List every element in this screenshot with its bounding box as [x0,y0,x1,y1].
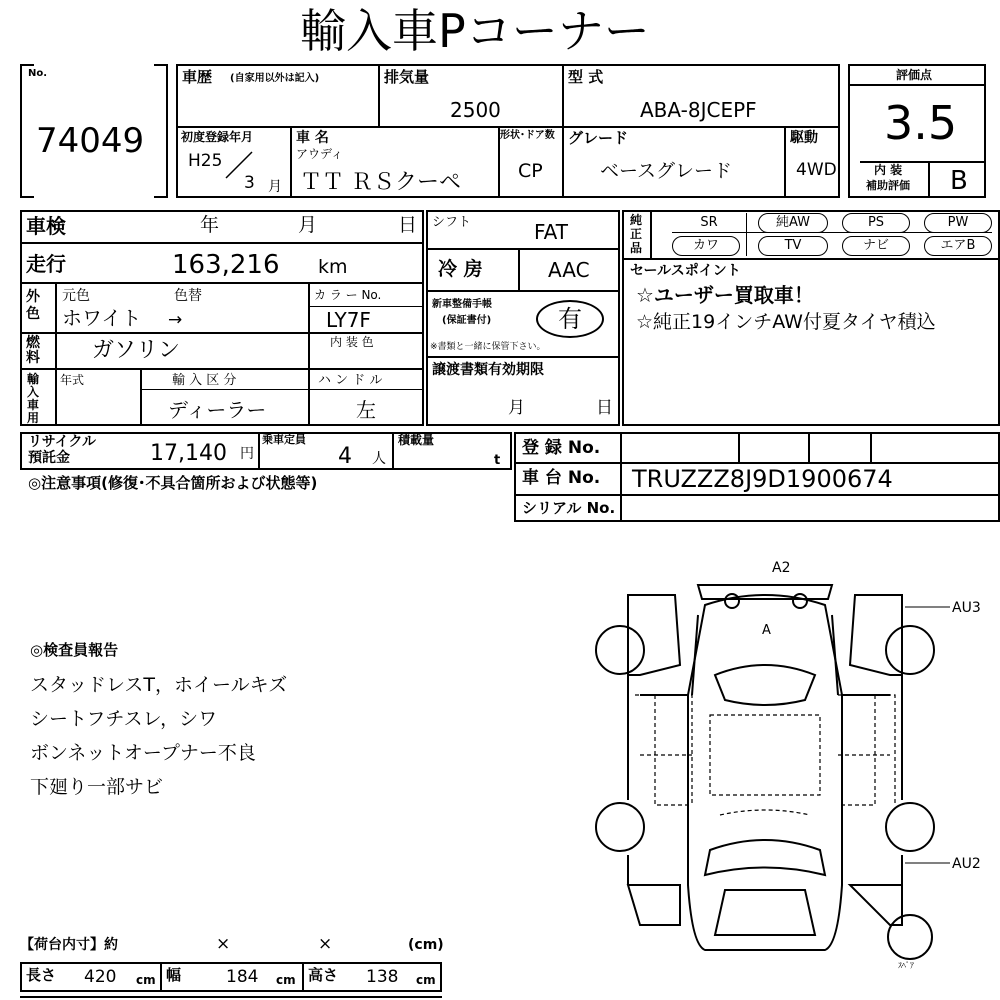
first-reg-month: 3 [244,173,255,193]
grade-label: グレード [568,129,629,147]
lot-number: 74049 [36,121,145,161]
cargo-width: 184 [226,967,259,987]
import-side-label: 輸入車用 [27,372,40,425]
manual-note: ※書類と一緒に保管下さい。 [430,342,546,352]
diagram-label-au3: AU3 [952,600,981,616]
inspector-line: ボンネットオープナー不良 [30,742,256,764]
color-orig-label: 元色 [62,288,90,304]
history-note: (自家用以外は記入) [230,73,320,84]
sales-point-label: セールスポイント [630,263,741,279]
shaken-year: 年 [200,214,220,236]
shaken-month: 月 [298,214,318,236]
recycle-label-2: 預託金 [28,450,70,466]
shaken-day: 日 [398,214,418,236]
capacity-label: 乗車定員 [262,433,306,446]
diagram-label-a2: A2 [772,560,791,576]
genuine-navi: ナビ [842,236,910,256]
cargo-unit: cm [416,973,436,987]
import-year-label: 年式 [60,373,85,387]
cargo-heading: 【荷台内寸】約 [20,937,118,953]
color-value: ホワイト [62,306,142,330]
chassis-label: 車 台 No. [522,468,601,488]
serial-label: シリアル No. [522,499,616,517]
recycle-value: 17,140 [150,441,227,466]
manual-label-2: (保証書付) [442,315,492,326]
model-code-label: 型 式 [568,68,604,86]
grade-value: ベースグレード [600,160,733,182]
history-label: 車歴 [182,68,213,86]
shift-value: FAT [534,220,569,244]
interior-label-bottom: 補助評価 [866,179,910,192]
first-reg-era: H25 [188,151,223,171]
ac-label: 冷 房 [438,258,483,280]
shape-value: CP [518,160,543,182]
import-handle-label: ハ ン ド ル [318,373,383,388]
ac-value: AAC [548,258,590,282]
inspector-heading: ◎検査員報告 [30,641,119,659]
cargo-length-label: 長さ [26,966,57,984]
genuine-airbag: エアB [924,236,992,256]
mileage-unit: km [318,256,348,278]
mileage-label: 走行 [26,252,66,276]
cargo-height: 138 [366,967,399,987]
car-maker: アウディ [296,147,344,161]
model-code-value: ABA-8JCEPF [640,98,757,122]
cargo-unit: cm [276,973,296,987]
registration-label: 登 録 No. [522,438,601,458]
genuine-side-label: 純正品 [630,213,643,255]
import-cat-label: 輸 入 区 分 [172,373,237,388]
recycle-unit: 円 [240,446,254,462]
genuine-sr: SR [700,215,718,230]
recycle-label-1: リサイクル [28,434,97,450]
car-name: ＴＴ ＲＳクーペ [300,170,461,195]
page-title: 輸入車Pコーナー [300,4,650,58]
cargo-x2: × [318,934,333,954]
genuine-ps: PS [842,213,910,233]
import-cat-value: ディーラー [168,398,267,422]
color-change-label: 色替 [174,288,202,304]
car-damage-diagram [580,555,1000,985]
genuine-leather: カワ [672,236,740,256]
color-arrow: → [168,310,183,330]
displacement-label: 排気量 [384,68,430,86]
drive-label: 駆動 [790,130,818,146]
inspector-line: シートフチスレ，シワ [30,708,218,730]
load-unit: t [494,453,501,468]
interior-value: B [950,166,968,196]
cargo-x1: × [216,934,231,954]
manual-label-1: 新車整備手帳 [432,299,492,310]
capacity-value: 4 [338,444,352,469]
shape-label: 形状･ドア数 [500,130,555,141]
load-label: 積載量 [398,433,435,447]
color-no-label: カ ラ ー No. [314,288,382,302]
notes-heading: ◎注意事項(修復･不具合箇所および状態等) [28,474,318,492]
lot-label: No. [28,68,48,79]
transfer-month: 月 [508,398,525,418]
manual-value: 有 [536,300,604,338]
sales-point-line1: ☆ユーザー買取車！ [636,283,814,307]
inspector-line: 下廻り一部サビ [30,776,164,798]
genuine-pw: PW [924,213,992,233]
score-label: 評価点 [896,68,933,82]
color-side-label: 外色 [26,289,40,322]
chassis-value: TRUZZZ8J9D1900674 [632,465,893,493]
cargo-width-label: 幅 [166,966,182,984]
mileage-value: 163,216 [172,250,280,280]
diagram-label-a: A [762,623,771,638]
genuine-aw: 純AW [758,213,828,233]
cargo-height-label: 高さ [308,966,339,984]
import-handle-value: 左 [356,398,376,422]
first-reg-month-unit: 月 [268,179,282,195]
interior-label-top: 内 装 [874,163,903,177]
displacement-value: 2500 [450,98,501,122]
fuel-side-label: 燃料 [26,335,40,366]
cargo-unit-paren: (cm) [408,937,444,953]
interior-color-label: 内 装 色 [330,335,374,349]
shift-label: シフト [432,215,472,230]
car-name-label: 車 名 [296,130,329,146]
diagram-label-spare: ｽﾍﾟｱ [898,961,914,970]
color-code: LY7F [326,308,371,332]
fuel-value: ガソリン [92,338,181,363]
capacity-unit: 人 [372,451,386,467]
genuine-tv: TV [758,236,828,256]
transfer-day: 日 [596,398,613,418]
cargo-length: 420 [84,967,117,987]
cargo-unit: cm [136,973,156,987]
inspector-line: スタッドレスT，ホイールキズ [30,674,288,696]
transfer-label: 譲渡書類有効期限 [432,362,544,378]
shaken-label: 車検 [26,214,66,238]
drive-value: 4WD [796,160,837,180]
score-value: 3.5 [884,96,958,150]
first-reg-label: 初度登録年月 [181,130,254,144]
sales-point-line2: ☆純正19インチAW付夏タイヤ積込 [636,311,936,333]
diagram-label-au2: AU2 [952,856,981,872]
